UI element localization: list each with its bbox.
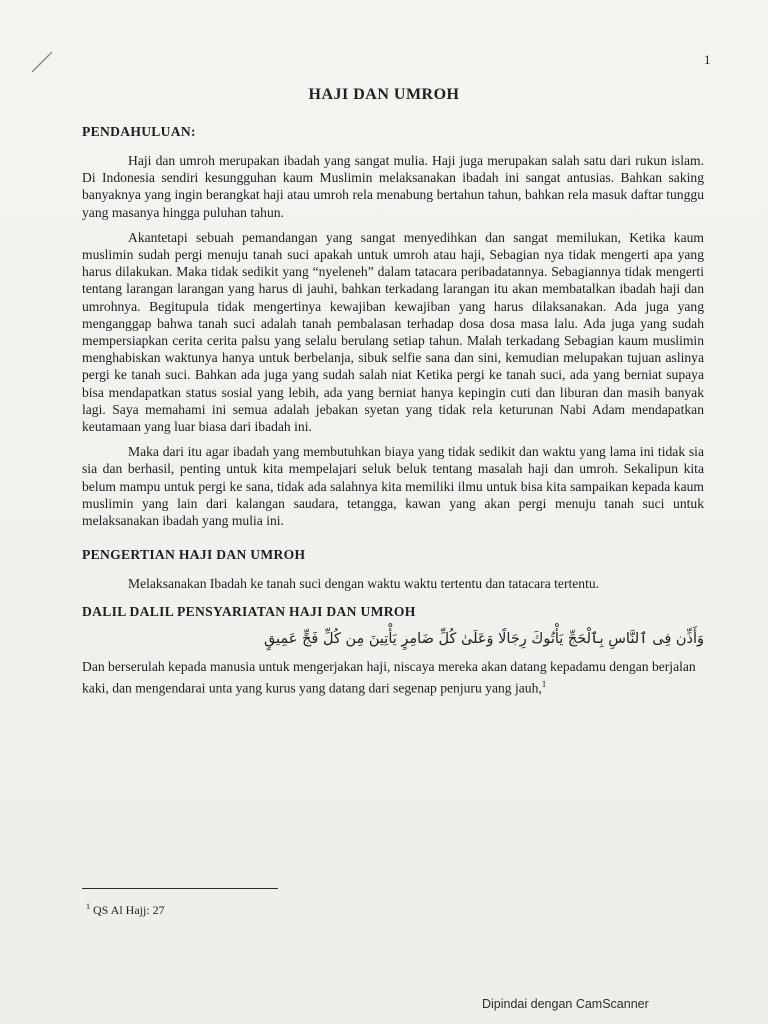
- pencil-mark-icon: [30, 50, 54, 74]
- document-title: HAJI DAN UMROH: [308, 86, 460, 103]
- intro-paragraph-3: Maka dari itu agar ibadah yang membutuhkan biaya yang tidak sedikit dan waktu yang lama ini tidak sia sia dan berhasil, penting untuk kita mempelajari seluk beluk tentang masalah haji dan umroh. Sekalipun kita belum mampu untuk pergi ke sana, tidak ada salahnya kita memiliki ilmu untuk bisa kita sampaikan kepada kaum muslimin yang lain dari kalangan saudara, tetangga, kawan yang akan pergi menuju tanah suci untuk melaksanakan ibadah yang mulia ini.: [82, 444, 704, 529]
- footnote-text: QS Al Hajj: 27: [93, 903, 165, 917]
- definition-text: Melaksanakan Ibadah ke tanah suci dengan waktu waktu tertentu dan tatacara tertentu.: [128, 576, 600, 592]
- intro-heading: PENDAHULUAN:: [82, 124, 196, 139]
- document-body: [82, 124, 704, 697]
- footnote-reference: 1: [541, 678, 547, 689]
- verse-translation: [82, 658, 704, 696]
- footnote-separator: [82, 888, 278, 889]
- translation-text: Dan berserulah kepada manusia untuk mengerjakan haji, niscaya mereka akan datang kepadamu dengan berjalan kaki, dan mengendarai unta yang kurus yang datang dari segenap penjuru yang jauh,: [82, 659, 696, 696]
- page-number: 1: [704, 52, 711, 67]
- intro-paragraph-1: Haji dan umroh merupakan ibadah yang sangat mulia. Haji juga merupakan salah satu dari rukun islam. Di Indonesia sendiri kesungguhan kaum Muslimin melaksanakan ibadah ini sangat antusias. Bahkan saking banyaknya yang ingin berangkat haji atau umroh rela menabung bertahun tahun, bahkan rela masuk daftar tunggu yang masanya hingga puluhan tahun.: [82, 153, 704, 220]
- definition-heading: PENGERTIAN HAJI DAN UMROH: [82, 547, 306, 563]
- dalil-heading: DALIL DALIL PENSYARIATAN HAJI DAN UMROH: [82, 604, 416, 620]
- scanner-watermark: Dipindai dengan CamScanner: [482, 997, 649, 1011]
- intro-paragraph-2: Akantetapi sebuah pemandangan yang sangat menyedihkan dan sangat memilukan, Ketika kaum muslimin sudah pergi menuju tanah suci apakah untuk umroh atau haji, Sebagian nya tidak mengerti apa yang harus dilakukan. Maka tidak sedikit yang “nyeleneh” dalam tatacara peribadatannya. Sebagiannya tidak mengerti tentang larangan larangan yang harus di jauhi, bahkan terkadang larangan itu akan membatalkan ibadah haji dan umrohnya. Begitupula tidak mengertinya kewajiban kewajiban yang harus dilaksanakan. Ada juga yang menganggap bahwa tanah suci adalah tanah pembalasan terhadap dosa dosa masa lalu. Ada juga yang sudah mempersiapkan cerita cerita palsu yang selalu berulang setiap tahun. Malah terkadang Sebagian kaum muslimin menghabiskan waktunya hanya untuk berbelanja, sibuk selfie sana dan sini, kemudian melupakan tujuan aslinya pergi ke tanah suci. Bahkan ada juga yang sudah salah niat Ketika pergi ke tanah suci, ada yang berniat supaya bisa mendapatkan status sosial yang lebih, ada yang berniat hanya kepingin cuti dan liburan dan masih banyak lagi. Saya memahami ini semua adalah jebakan syetan yang tidak rela keturunan Nabi Adam mendapatkan keutamaan yang luar biasa dari ibadah ini.: [82, 229, 704, 435]
- footnote-mark: 1: [86, 902, 90, 911]
- footnote: [86, 902, 165, 918]
- arabic-verse: وَأَذِّن فِى ٱلنَّاسِ بِٱلْحَجِّ يَأْتُوكَ رِجَالًا وَعَلَىٰ كُلِّ ضَامِرٍ يَأْتِينَ مِن كُلِّ فَجٍّ عَمِيقٍ: [263, 631, 704, 648]
